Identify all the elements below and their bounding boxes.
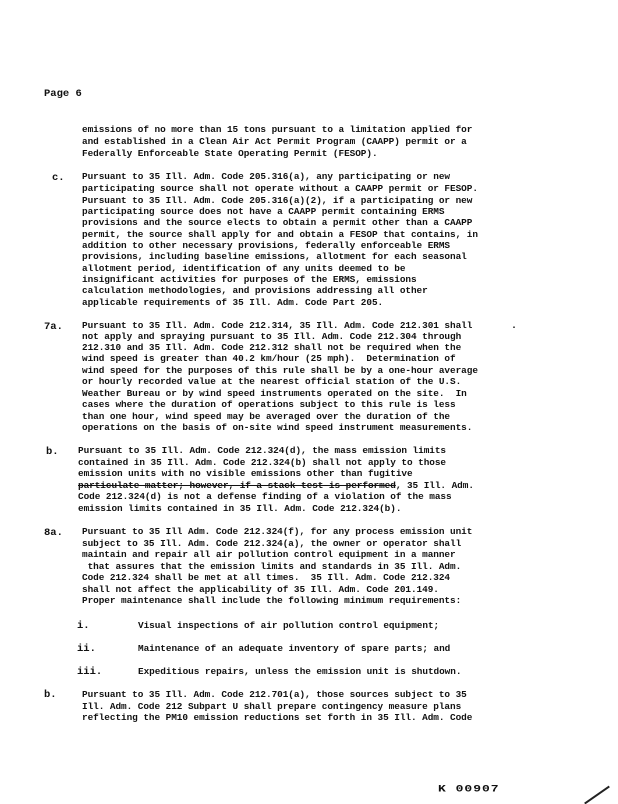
- text-line: and established in a Clean Air Act Permit Program (CAAPP) permit or a: [82, 136, 467, 147]
- text-line: permit, the source shall apply for and obtain a FESOP that contains, in: [82, 229, 478, 240]
- text-line: reflecting the PM10 emission reductions set forth in 35 Ill. Adm. Code: [82, 712, 473, 723]
- text-line: insignificant activities for purposes of the ERMS, emissions: [82, 274, 417, 285]
- text-line: Pursuant to 35 Ill Adm. Code 212.324(f), for any process emission unit: [82, 526, 473, 537]
- text-line: Pursuant to 35 Ill. Adm. Code 212.701(a), those sources subject to 35: [82, 689, 467, 700]
- text-line: calculation methodologies, and provisions addressing all other: [82, 285, 428, 296]
- text-line: Code 212.324(d) is not a defense finding of a violation of the mass: [78, 491, 452, 502]
- text-line: Federally Enforceable State Operating Permit (FESOP).: [82, 148, 378, 159]
- struck-text: particulate matter; however, if a stack test is performed: [78, 480, 396, 491]
- text-line: shall not affect the applicability of 35 Ill. Adm. Code 201.149.: [82, 584, 439, 595]
- text-line: Weather Bureau or by wind speed instruments operated on the site. In: [82, 388, 467, 399]
- page-number: Page 6: [44, 88, 82, 100]
- text-line: Pursuant to 35 Ill. Adm. Code 205.316(a)(2), if a participating or new: [82, 195, 473, 206]
- text-line: maintain and repair all air pollution control equipment in a manner: [82, 549, 456, 560]
- section-label: b.: [44, 689, 57, 701]
- text-line: participating source does not have a CAAPP permit containing ERMS: [82, 206, 445, 217]
- text-line: not apply and spraying pursuant to 35 Ill. Adm. Code 212.304 through: [82, 331, 462, 342]
- margin-mark: .: [511, 321, 518, 332]
- text-line: Proper maintenance shall include the following minimum requirements:: [82, 595, 462, 606]
- text-line: emission limits contained in 35 Ill. Adm. Code 212.324(b).: [78, 503, 402, 514]
- text-line: provisions, including baseline emissions, allotment for each seasonal: [82, 251, 467, 262]
- text-line: emission units with no visible emissions other than fugitive: [78, 468, 413, 479]
- text-line: Code 212.324 shall be met at all times. 35 Ill. Adm. Code 212.324: [82, 572, 451, 583]
- text-line: Pursuant to 35 Ill. Adm. Code 205.316(a), any participating or new: [82, 171, 451, 182]
- sub-item-text: Expeditious repairs, unless the emission unit is shutdown.: [138, 666, 462, 677]
- corner-mark: [584, 786, 610, 804]
- sub-item-text: Maintenance of an adequate inventory of spare parts; and: [138, 643, 451, 654]
- sub-item-label: ii.: [77, 643, 96, 655]
- text-line: provisions and the source elects to obtain a permit other than a CAAPP: [82, 217, 473, 228]
- text-line: Pursuant to 35 Ill. Adm. Code 212.324(d), the mass emission limits: [78, 445, 447, 456]
- text-line: participating source shall not operate without a CAAPP permit or FESOP.: [82, 183, 478, 194]
- section-label: 8a.: [44, 527, 63, 539]
- bates-stamp: K 00907: [438, 783, 500, 795]
- text-segment: , 35 Ill. Adm.: [395, 480, 474, 491]
- sub-item-label: iii.: [77, 666, 103, 678]
- text-line-with-strikethrough: [78, 481, 474, 491]
- section-label: 7a.: [44, 321, 63, 333]
- text-line: or hourly recorded value at the nearest official station of the U.S.: [82, 376, 462, 387]
- text-line: cases where the duration of operations subject to this rule is less: [82, 399, 456, 410]
- text-line: operations on the basis of on-site wind speed instrument measurements.: [82, 422, 473, 433]
- text-line: wind speed is greater than 40.2 km/hour (25 mph). Determination of: [82, 353, 456, 364]
- section-label: c.: [52, 172, 65, 184]
- sub-item-label: i.: [77, 620, 90, 632]
- text-line: emissions of no more than 15 tons pursuant to a limitation applied for: [82, 124, 473, 135]
- text-line: wind speed for the purposes of this rule shall be by a one-hour average: [82, 365, 478, 376]
- text-line: allotment period, identification of any units deemed to be: [82, 263, 406, 274]
- sub-item-text: Visual inspections of air pollution control equipment;: [138, 620, 440, 631]
- text-line: than one hour, wind speed may be averaged over the duration of the: [82, 411, 451, 422]
- text-line: 212.310 and 35 Ill. Adm. Code 212.312 shall not be required when the: [82, 342, 462, 353]
- text-line: Pursuant to 35 Ill. Adm. Code 212.314, 35 Ill. Adm. Code 212.301 shall: [82, 320, 473, 331]
- text-line: applicable requirements of 35 Ill. Adm. Code Part 205.: [82, 297, 384, 308]
- text-line: that assures that the emission limits and standards in 35 Ill. Adm.: [82, 561, 462, 572]
- text-line: addition to other necessary provisions, federally enforceable ERMS: [82, 240, 451, 251]
- section-label: b.: [46, 446, 59, 458]
- text-line: Ill. Adm. Code 212 Subpart U shall prepare contingency measure plans: [82, 701, 462, 712]
- text-line: contained in 35 Ill. Adm. Code 212.324(b) shall not apply to those: [78, 457, 447, 468]
- text-line: subject to 35 Ill. Adm. Code 212.324(a), the owner or operator shall: [82, 538, 462, 549]
